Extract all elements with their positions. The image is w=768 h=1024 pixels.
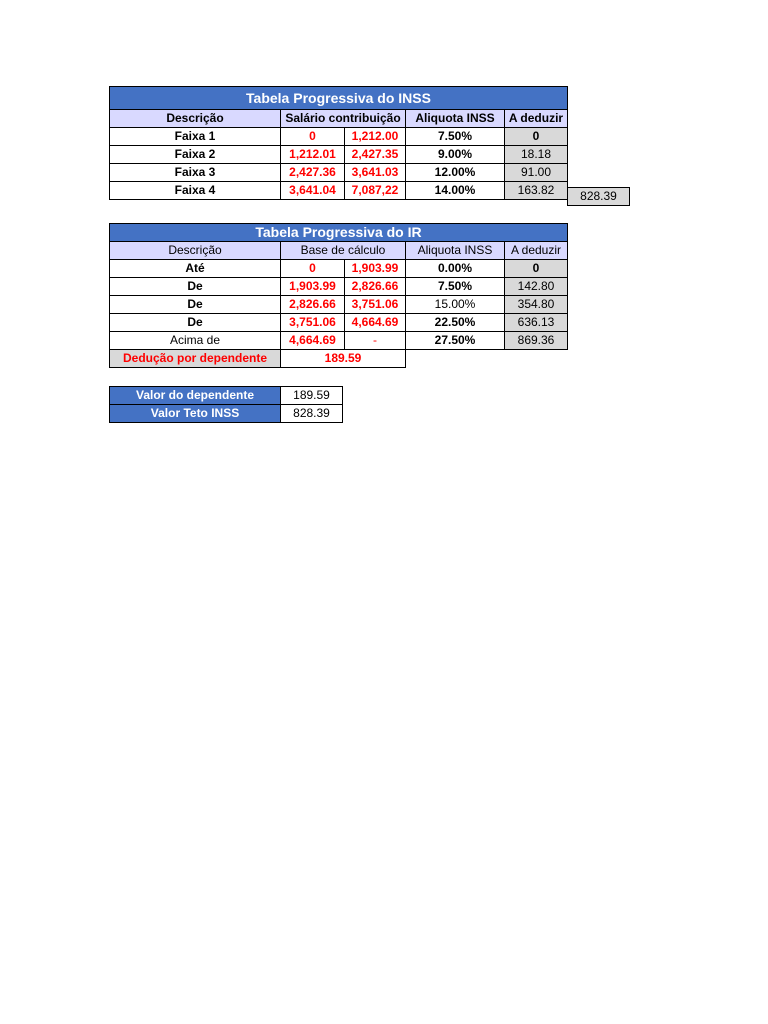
inss-table-title: Tabela Progressiva do INSS (110, 87, 568, 110)
inss-row-from[interactable]: 0 (281, 128, 345, 146)
summary-value-dependent[interactable]: 189.59 (281, 387, 343, 405)
ir-row-deduct[interactable]: 869.36 (505, 332, 568, 350)
ir-row-to[interactable]: 1,903.99 (345, 260, 406, 278)
inss-row-desc: Faixa 4 (110, 182, 281, 200)
ir-dependent-value[interactable]: 189.59 (281, 350, 406, 368)
ir-row-deduct[interactable]: 354.80 (505, 296, 568, 314)
inss-table (109, 86, 568, 200)
inss-header-descricao: Descrição (110, 110, 281, 128)
ir-row-rate[interactable]: 15.00% (406, 296, 505, 314)
inss-row-to[interactable]: 3,641.03 (345, 164, 406, 182)
ir-row-from[interactable]: 3,751.06 (281, 314, 345, 332)
ir-row-desc: De (110, 296, 281, 314)
ir-header-deduzir: A deduzir (505, 242, 568, 260)
ir-row-from[interactable]: 2,826.66 (281, 296, 345, 314)
ir-row-from[interactable]: 0 (281, 260, 345, 278)
inss-row-to[interactable]: 1,212.00 (345, 128, 406, 146)
ir-table (109, 223, 568, 368)
ir-dependent-row (110, 350, 568, 368)
summary-label-dependent: Valor do dependente (110, 387, 281, 405)
inss-header-aliquota: Aliquota INSS (406, 110, 505, 128)
ir-row-3 (110, 296, 568, 314)
inss-row-from[interactable]: 1,212.01 (281, 146, 345, 164)
summary-row-dependent (110, 387, 343, 405)
ir-row-desc: Até (110, 260, 281, 278)
inss-row-rate[interactable]: 12.00% (406, 164, 505, 182)
ir-row-desc: Acima de (110, 332, 281, 350)
ir-row-deduct[interactable]: 0 (505, 260, 568, 278)
summary-value-teto[interactable]: 828.39 (281, 405, 343, 423)
inss-header-salario: Salário contribuição (281, 110, 406, 128)
inss-row-rate[interactable]: 14.00% (406, 182, 505, 200)
inss-teto-cell[interactable]: 828.39 (568, 188, 630, 206)
inss-header-deduzir: A deduzir (505, 110, 568, 128)
inss-row-deduct[interactable]: 18.18 (505, 146, 568, 164)
ir-row-desc: De (110, 278, 281, 296)
ir-row-rate[interactable]: 7.50% (406, 278, 505, 296)
ir-row-rate[interactable]: 27.50% (406, 332, 505, 350)
ir-header-aliquota: Aliquota INSS (406, 242, 505, 260)
ir-row-deduct[interactable]: 142.80 (505, 278, 568, 296)
inss-row-3 (110, 164, 568, 182)
ir-row-4 (110, 314, 568, 332)
inss-row-from[interactable]: 3,641.04 (281, 182, 345, 200)
ir-table-title: Tabela Progressiva do IR (110, 224, 568, 242)
ir-row-to[interactable]: 2,826.66 (345, 278, 406, 296)
inss-teto-extra (567, 187, 630, 206)
ir-row-rate[interactable]: 0.00% (406, 260, 505, 278)
ir-row-to[interactable]: 3,751.06 (345, 296, 406, 314)
ir-row-rate[interactable]: 22.50% (406, 314, 505, 332)
inss-row-desc: Faixa 2 (110, 146, 281, 164)
empty-cell (505, 350, 568, 368)
inss-row-1 (110, 128, 568, 146)
ir-row-5 (110, 332, 568, 350)
ir-dependent-label: Dedução por dependente (110, 350, 281, 368)
ir-row-2 (110, 278, 568, 296)
summary-table (109, 386, 343, 423)
inss-row-2 (110, 146, 568, 164)
inss-row-to[interactable]: 2,427.35 (345, 146, 406, 164)
ir-row-from[interactable]: 4,664.69 (281, 332, 345, 350)
ir-row-1 (110, 260, 568, 278)
inss-row-desc: Faixa 1 (110, 128, 281, 146)
inss-row-deduct[interactable]: 91.00 (505, 164, 568, 182)
empty-cell (406, 350, 505, 368)
ir-row-from[interactable]: 1,903.99 (281, 278, 345, 296)
ir-header-descricao: Descrição (110, 242, 281, 260)
ir-row-desc: De (110, 314, 281, 332)
summary-label-teto: Valor Teto INSS (110, 405, 281, 423)
inss-row-to[interactable]: 7,087,22 (345, 182, 406, 200)
ir-row-deduct[interactable]: 636.13 (505, 314, 568, 332)
inss-row-deduct[interactable]: 0 (505, 128, 568, 146)
inss-row-from[interactable]: 2,427.36 (281, 164, 345, 182)
inss-row-rate[interactable]: 9.00% (406, 146, 505, 164)
summary-row-teto (110, 405, 343, 423)
ir-row-to[interactable]: 4,664.69 (345, 314, 406, 332)
inss-row-4 (110, 182, 568, 200)
inss-row-desc: Faixa 3 (110, 164, 281, 182)
ir-header-base: Base de cálculo (281, 242, 406, 260)
ir-row-to[interactable]: - (345, 332, 406, 350)
inss-row-rate[interactable]: 7.50% (406, 128, 505, 146)
inss-row-deduct[interactable]: 163.82 (505, 182, 568, 200)
